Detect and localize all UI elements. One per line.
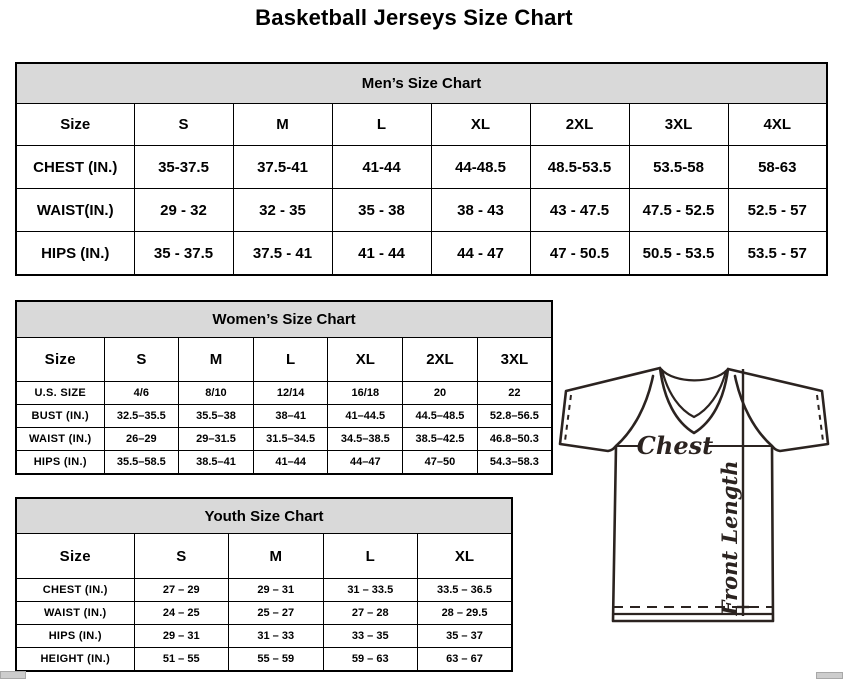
women-data-row bbox=[16, 451, 552, 475]
women-cell: 32.5–35.5 bbox=[104, 405, 179, 428]
women-col-header: XL bbox=[328, 338, 403, 382]
horizontal-scrollbar-thumb-left[interactable] bbox=[0, 671, 26, 679]
women-cell: 29–31.5 bbox=[179, 428, 254, 451]
youth-cell: 27 – 28 bbox=[323, 602, 418, 625]
men-cell: 35-37.5 bbox=[134, 146, 233, 189]
men-header-row bbox=[16, 104, 827, 146]
women-cell: 38.5–41 bbox=[179, 451, 254, 475]
women-cell: 38–41 bbox=[253, 405, 328, 428]
page-title: Basketball Jerseys Size Chart bbox=[255, 5, 573, 30]
youth-cell: 33 – 35 bbox=[323, 625, 418, 648]
youth-header-row bbox=[16, 534, 512, 579]
men-col-header: XL bbox=[431, 104, 530, 146]
men-col-header: 3XL bbox=[629, 104, 728, 146]
youth-cell: 55 – 59 bbox=[229, 648, 324, 672]
youth-row-label: HIPS (IN.) bbox=[16, 625, 134, 648]
men-cell: 35 - 37.5 bbox=[134, 232, 233, 276]
youth-col-header: M bbox=[229, 534, 324, 579]
men-data-row bbox=[16, 189, 827, 232]
men-cell: 50.5 - 53.5 bbox=[629, 232, 728, 276]
men-cell: 52.5 - 57 bbox=[728, 189, 827, 232]
men-cell: 53.5-58 bbox=[629, 146, 728, 189]
horizontal-scrollbar-thumb-right[interactable] bbox=[816, 672, 843, 679]
men-cell: 43 - 47.5 bbox=[530, 189, 629, 232]
men-col-header: 2XL bbox=[530, 104, 629, 146]
women-col-header: 2XL bbox=[403, 338, 478, 382]
youth-col-header: S bbox=[134, 534, 229, 579]
men-size-header: Size bbox=[16, 104, 134, 146]
youth-row-label: CHEST (IN.) bbox=[16, 579, 134, 602]
women-cell: 8/10 bbox=[179, 382, 254, 405]
men-cell: 37.5-41 bbox=[233, 146, 332, 189]
women-row-label: U.S. SIZE bbox=[16, 382, 104, 405]
youth-row-label: HEIGHT (IN.) bbox=[16, 648, 134, 672]
men-row-label: HIPS (IN.) bbox=[16, 232, 134, 276]
women-table-title: Women’s Size Chart bbox=[16, 301, 552, 338]
women-cell: 44.5–48.5 bbox=[403, 405, 478, 428]
youth-data-row bbox=[16, 579, 512, 602]
women-col-header: M bbox=[179, 338, 254, 382]
youth-cell: 29 – 31 bbox=[229, 579, 324, 602]
womens-size-table bbox=[15, 300, 553, 475]
men-cell: 32 - 35 bbox=[233, 189, 332, 232]
youth-cell: 59 – 63 bbox=[323, 648, 418, 672]
women-cell: 31.5–34.5 bbox=[253, 428, 328, 451]
men-col-header: 4XL bbox=[728, 104, 827, 146]
women-cell: 41–44 bbox=[253, 451, 328, 475]
chest-label: Chest bbox=[636, 431, 714, 460]
women-cell: 34.5–38.5 bbox=[328, 428, 403, 451]
jersey-measurement-diagram bbox=[556, 360, 843, 626]
men-cell: 47.5 - 52.5 bbox=[629, 189, 728, 232]
youth-cell: 31 – 33.5 bbox=[323, 579, 418, 602]
women-cell: 38.5–42.5 bbox=[403, 428, 478, 451]
women-cell: 16/18 bbox=[328, 382, 403, 405]
women-data-row bbox=[16, 428, 552, 451]
women-cell: 44–47 bbox=[328, 451, 403, 475]
youth-cell: 27 – 29 bbox=[134, 579, 229, 602]
women-col-header: 3XL bbox=[477, 338, 552, 382]
women-cell: 52.8–56.5 bbox=[477, 405, 552, 428]
men-row-label: CHEST (IN.) bbox=[16, 146, 134, 189]
youth-data-row bbox=[16, 625, 512, 648]
women-row-label: WAIST (IN.) bbox=[16, 428, 104, 451]
men-cell: 41 - 44 bbox=[332, 232, 431, 276]
men-cell: 35 - 38 bbox=[332, 189, 431, 232]
youth-cell: 25 – 27 bbox=[229, 602, 324, 625]
men-cell: 38 - 43 bbox=[431, 189, 530, 232]
youth-size-header: Size bbox=[16, 534, 134, 579]
women-cell: 54.3–58.3 bbox=[477, 451, 552, 475]
women-col-header: L bbox=[253, 338, 328, 382]
men-cell: 58-63 bbox=[728, 146, 827, 189]
men-table-title: Men’s Size Chart bbox=[16, 63, 827, 104]
men-col-header: M bbox=[233, 104, 332, 146]
youth-cell: 35 – 37 bbox=[418, 625, 513, 648]
women-header-row bbox=[16, 338, 552, 382]
men-row-label: WAIST(IN.) bbox=[16, 189, 134, 232]
youth-data-row bbox=[16, 602, 512, 625]
youth-col-header: XL bbox=[418, 534, 513, 579]
youth-cell: 63 – 67 bbox=[418, 648, 513, 672]
youth-cell: 51 – 55 bbox=[134, 648, 229, 672]
women-cell: 20 bbox=[403, 382, 478, 405]
women-row-label: BUST (IN.) bbox=[16, 405, 104, 428]
women-cell: 35.5–58.5 bbox=[104, 451, 179, 475]
men-col-header: S bbox=[134, 104, 233, 146]
men-cell: 44 - 47 bbox=[431, 232, 530, 276]
men-cell: 53.5 - 57 bbox=[728, 232, 827, 276]
men-data-row bbox=[16, 146, 827, 189]
jersey-icon bbox=[556, 360, 843, 626]
women-row-label: HIPS (IN.) bbox=[16, 451, 104, 475]
youth-cell: 33.5 – 36.5 bbox=[418, 579, 513, 602]
women-cell: 12/14 bbox=[253, 382, 328, 405]
men-col-header: L bbox=[332, 104, 431, 146]
youth-cell: 29 – 31 bbox=[134, 625, 229, 648]
women-cell: 22 bbox=[477, 382, 552, 405]
men-cell: 47 - 50.5 bbox=[530, 232, 629, 276]
youth-cell: 24 – 25 bbox=[134, 602, 229, 625]
youth-cell: 28 – 29.5 bbox=[418, 602, 513, 625]
men-cell: 48.5-53.5 bbox=[530, 146, 629, 189]
men-cell: 29 - 32 bbox=[134, 189, 233, 232]
men-cell: 37.5 - 41 bbox=[233, 232, 332, 276]
front-length-label: Front Length bbox=[717, 460, 742, 616]
women-col-header: S bbox=[104, 338, 179, 382]
women-data-row bbox=[16, 405, 552, 428]
youth-size-table bbox=[15, 497, 513, 672]
mens-size-table bbox=[15, 62, 828, 276]
women-cell: 41–44.5 bbox=[328, 405, 403, 428]
women-cell: 26–29 bbox=[104, 428, 179, 451]
men-data-row bbox=[16, 232, 827, 276]
women-data-row bbox=[16, 382, 552, 405]
women-cell: 35.5–38 bbox=[179, 405, 254, 428]
men-cell: 44-48.5 bbox=[431, 146, 530, 189]
women-cell: 46.8–50.3 bbox=[477, 428, 552, 451]
women-cell: 47–50 bbox=[403, 451, 478, 475]
youth-data-row bbox=[16, 648, 512, 672]
women-cell: 4/6 bbox=[104, 382, 179, 405]
youth-table-title: Youth Size Chart bbox=[16, 498, 512, 534]
youth-cell: 31 – 33 bbox=[229, 625, 324, 648]
youth-col-header: L bbox=[323, 534, 418, 579]
women-size-header: Size bbox=[16, 338, 104, 382]
men-cell: 41-44 bbox=[332, 146, 431, 189]
youth-row-label: WAIST (IN.) bbox=[16, 602, 134, 625]
